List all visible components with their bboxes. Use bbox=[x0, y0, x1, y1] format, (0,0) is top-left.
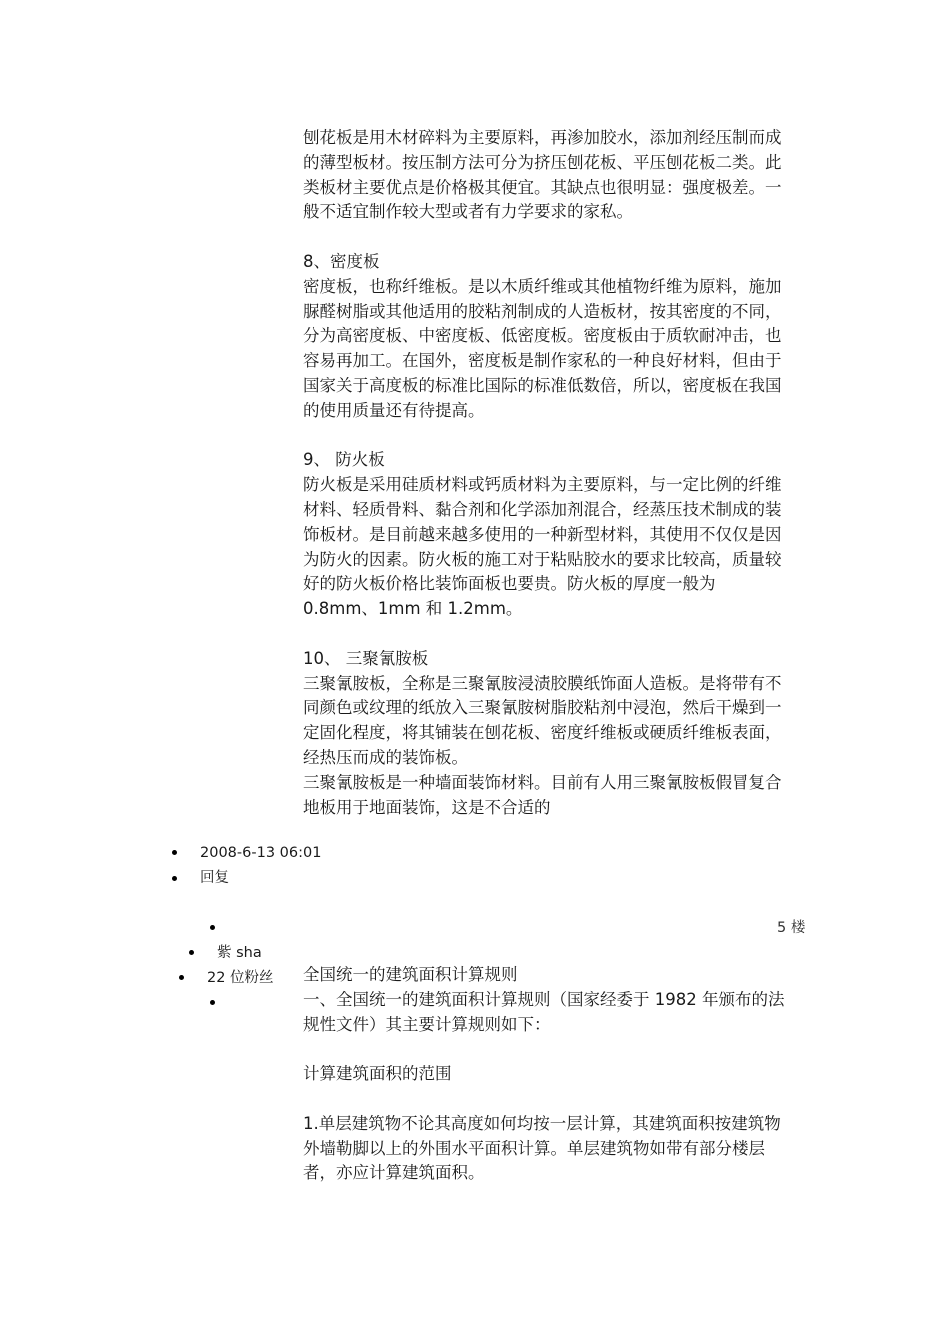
post2-section-heading: 计算建筑面积的范围 bbox=[303, 1064, 452, 1084]
list-bullet bbox=[210, 925, 215, 930]
paragraph-melamine-note: 三聚氰胺板是一种墙面装饰材料。目前有人用三聚氰胺板假冒复合地板用于地面装饰，这是不合适的 bbox=[303, 772, 782, 817]
list-bullet bbox=[172, 850, 177, 855]
post2-title: 全国统一的建筑面积计算规则 bbox=[303, 965, 518, 984]
post-body-2 bbox=[303, 963, 793, 1186]
post-body bbox=[303, 126, 793, 820]
floor-number: 5 楼 bbox=[777, 920, 806, 936]
post2-intro: 一、全国统一的建筑面积计算规则（国家经委于 1982 年颁布的法规性文件）其主要计算规则如下： bbox=[303, 989, 785, 1034]
heading-mdf: 8、密度板 bbox=[303, 251, 380, 271]
list-bullet bbox=[172, 876, 177, 881]
list-bullet bbox=[189, 950, 194, 955]
paragraph-melamine-board: 三聚氰胺板，全称是三聚氰胺浸渍胶膜纸饰面人造板。是将带有不同颜色或纹理的纸放入三聚氰胺树脂胶粘剂中浸泡，然后干燥到一定固化程度，将其铺装在刨花板、密度纤维板或硬质纤维板表面，经热压而成的装饰板。 bbox=[303, 673, 782, 767]
heading-melamine-board: 10、 三聚氰胺板 bbox=[303, 648, 429, 668]
list-bullet bbox=[179, 975, 184, 980]
list-bullet bbox=[210, 1000, 215, 1005]
paragraph-mdf: 密度板，也称纤维板。是以木质纤维或其他植物纤维为原料，施加脲醛树脂或其他适用的胶粘剂制成的人造板材，按其密度的不同，分为高密度板、中密度板、低密度板。密度板由于质软耐冲击，也容易再加工。在国外，密度板是制作家私的一种良好材料，但由于国家关于高度板的标准比国际的标准低数倍，所以，密度板在我国的使用质量还有待提高。 bbox=[303, 276, 782, 420]
paragraph-fireproof-board: 防火板是采用硅质材料或钙质材料为主要原料，与一定比例的纤维材料、轻质骨料、黏合剂和化学添加剂混合，经蒸压技术制成的装饰板材。是目前越来越多使用的一种新型材料，其使用不仅仅是因为防火的因素。防火板的施工对于粘贴胶水的要求比较高，质量较好的防火板价格比装饰面板也要贵。防火板的厚度一般为 0.8mm、1mm 和 1.2mm。 bbox=[303, 475, 782, 619]
username-link[interactable]: 紫 sha bbox=[217, 945, 262, 961]
post2-rule-1: 1.单层建筑物不论其高度如何均按一层计算，其建筑面积按建筑物外墙勒脚以上的外围水平面积计算。单层建筑物如带有部分楼层者，亦应计算建筑面积。 bbox=[303, 1113, 781, 1183]
post-timestamp: 2008-6-13 06:01 bbox=[200, 845, 322, 861]
heading-fireproof-board: 9、 防火板 bbox=[303, 450, 385, 470]
fans-count[interactable]: 22 位粉丝 bbox=[207, 970, 274, 986]
paragraph-particleboard: 刨花板是用木材碎料为主要原料，再渗加胶水，添加剂经压制而成的薄型板材。按压制方法可分为挤压刨花板、平压刨花板二类。此类板材主要优点是价格极其便宜。其缺点也很明显：强度极差。一般不适宜制作较大型或者有力学要求的家私。 bbox=[303, 128, 782, 222]
reply-link[interactable]: 回复 bbox=[200, 870, 229, 886]
